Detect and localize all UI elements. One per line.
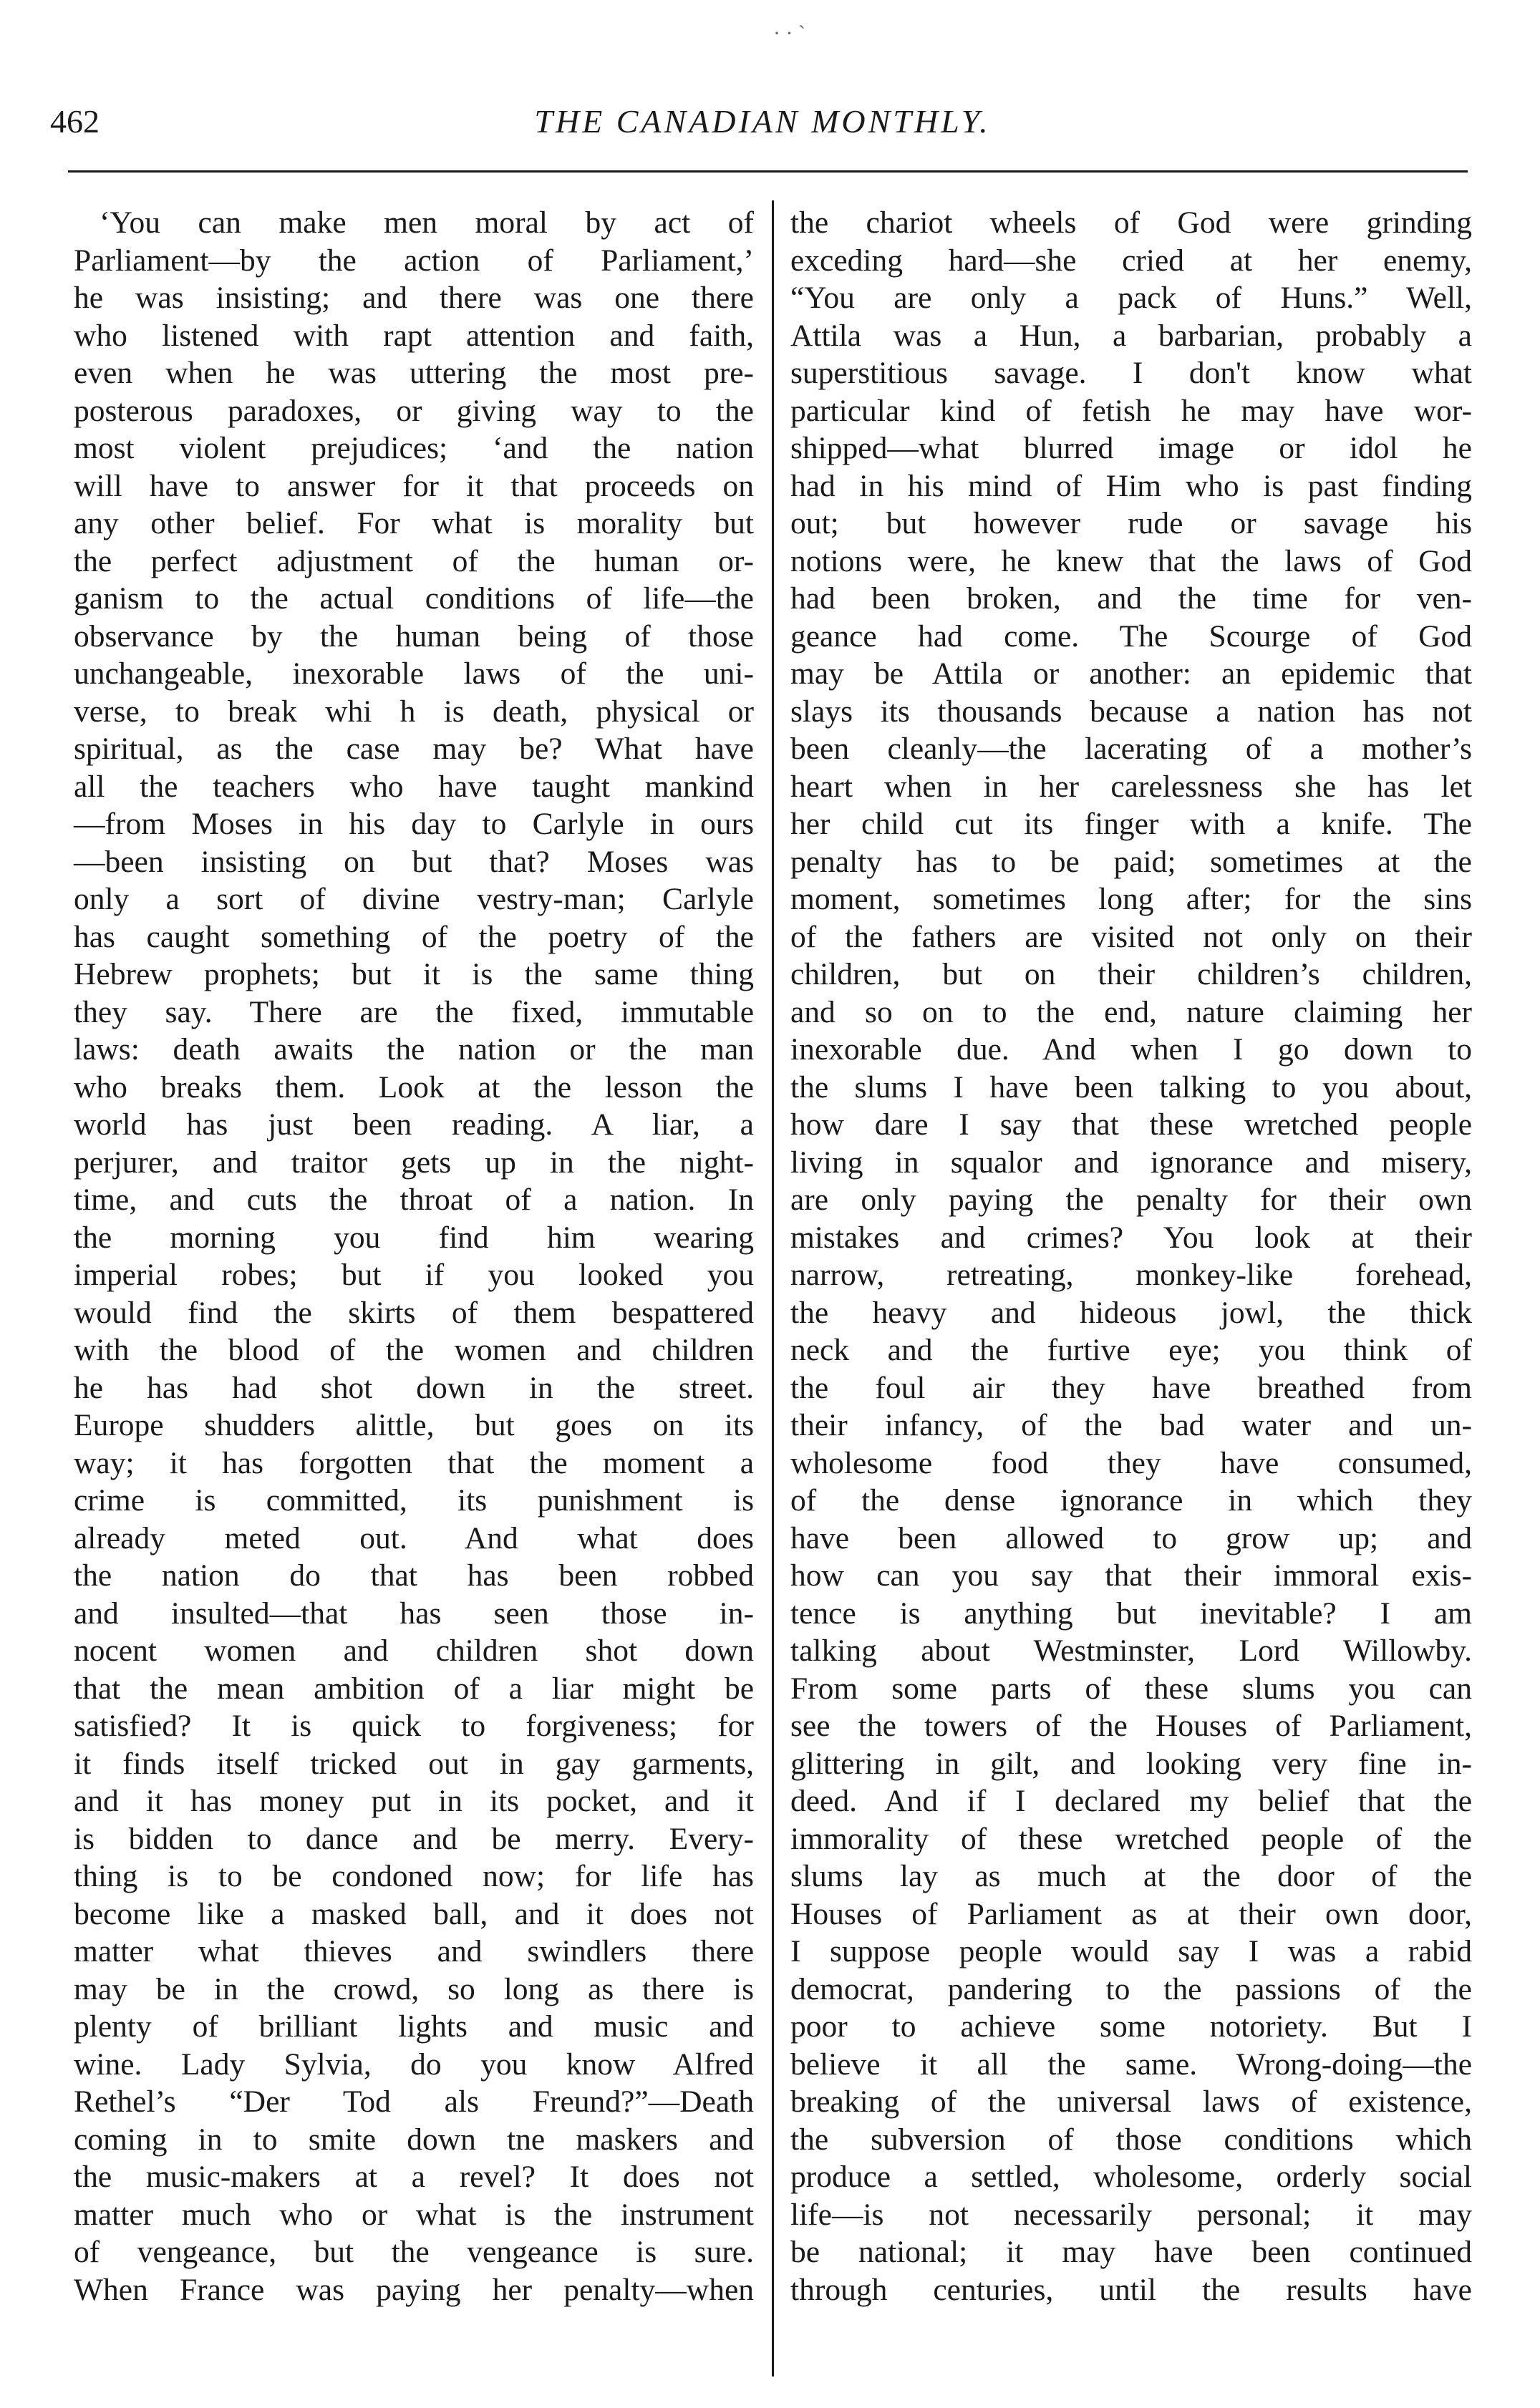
text-line: even when he was uttering the most pre- (74, 356, 754, 390)
text-line: posterous paradoxes, or giving way to the (74, 393, 754, 428)
text-line: matter what thieves and swindlers there (74, 1934, 754, 1968)
text-line: matter much who or what is the instrument (74, 2197, 754, 2232)
text-line: become like a masked ball, and it does not (74, 1896, 754, 1931)
text-line: nocent women and children shot down (74, 1633, 754, 1668)
text-line: slums lay as much at the door of the (790, 1859, 1472, 1893)
text-line: particular kind of fetish he may have wor- (790, 393, 1472, 428)
text-line: slays its thousands because a nation has not (790, 694, 1472, 729)
text-line: and so on to the end, nature claiming her (790, 994, 1472, 1029)
text-line: talking about Westminster, Lord Willowby. (790, 1633, 1472, 1668)
text-line: who listened with rapt attention and faith, (74, 318, 754, 353)
text-line: with the blood of the women and children (74, 1333, 754, 1367)
text-line: Parliament—by the action of Parliament,’ (74, 243, 754, 278)
right-column (790, 204, 1472, 2309)
text-line: Europe shudders alittle, but goes on its (74, 1408, 754, 1442)
text-line: shipped—what blurred image or idol he (790, 431, 1472, 465)
text-line: verse, to break whi h is death, physical or (74, 694, 754, 729)
text-line: deed. And if I declared my belief that the (790, 1784, 1472, 1818)
text-line: have been allowed to grow up; and (790, 1520, 1472, 1555)
text-line: democrat, pandering to the passions of the (790, 1971, 1472, 2006)
page-header (50, 100, 1475, 143)
text-line: are only paying the penalty for their own (790, 1183, 1472, 1217)
text-line: be national; it may have been continued (790, 2235, 1472, 2269)
text-line: penalty has to be paid; sometimes at the (790, 844, 1472, 879)
text-line: wholesome food they have consumed, (790, 1445, 1472, 1480)
text-line: that the mean ambition of a liar might be (74, 1671, 754, 1706)
left-column (74, 204, 754, 2309)
text-line: crime is committed, its punishment is (74, 1483, 754, 1518)
text-line: world has just been reading. A liar, a (74, 1107, 754, 1142)
text-line: out; but however rude or savage his (790, 506, 1472, 540)
text-line: narrow, retreating, monkey-like forehead, (790, 1258, 1472, 1292)
text-line: and it has money put in its pocket, and it (74, 1784, 754, 1818)
text-line: coming in to smite down tne maskers and (74, 2122, 754, 2157)
text-line: the nation do that has been robbed (74, 1558, 754, 1593)
text-line: of vengeance, but the vengeance is sure. (74, 2235, 754, 2269)
text-line: time, and cuts the throat of a nation. In (74, 1183, 754, 1217)
text-line: immorality of these wretched people of the (790, 1821, 1472, 1856)
text-line: of the dense ignorance in which they (790, 1483, 1472, 1518)
text-line: neck and the furtive eye; you think of (790, 1333, 1472, 1367)
text-line: I suppose people would say I was a rabid (790, 1934, 1472, 1968)
text-line: had in his mind of Him who is past finding (790, 468, 1472, 503)
text-line: her child cut its finger with a knife. The (790, 807, 1472, 841)
text-line: heart when in her carelessness she has let (790, 769, 1472, 804)
header-rule (68, 170, 1468, 173)
text-line: poor to achieve some notoriety. But I (790, 2009, 1472, 2044)
text-line: breaking of the universal laws of existence, (790, 2084, 1472, 2119)
text-line: may be Attila or another: an epidemic that (790, 656, 1472, 691)
text-line: their infancy, of the bad water and un- (790, 1408, 1472, 1442)
text-line: spiritual, as the case may be? What have (74, 732, 754, 766)
text-line: produce a settled, wholesome, orderly social (790, 2160, 1472, 2194)
scan-specks: · · ˋ (773, 21, 805, 45)
text-line: of the fathers are visited not only on their (790, 919, 1472, 954)
text-line: way; it has forgotten that the moment a (74, 1445, 754, 1480)
text-line: may be in the crowd, so long as there is (74, 1971, 754, 2006)
text-line: Hebrew prophets; but it is the same thing (74, 957, 754, 991)
text-line: plenty of brilliant lights and music and (74, 2009, 754, 2044)
text-line: laws: death awaits the nation or the man (74, 1032, 754, 1067)
text-line: From some parts of these slums you can (790, 1671, 1472, 1706)
text-line: children, but on their children’s children, (790, 957, 1472, 991)
text-line: perjurer, and traitor gets up in the night- (74, 1145, 754, 1180)
text-line: through centuries, until the results have (790, 2272, 1472, 2307)
text-line: —from Moses in his day to Carlyle in ours (74, 807, 754, 841)
text-line: imperial robes; but if you looked you (74, 1258, 754, 1292)
text-line: who breaks them. Look at the lesson the (74, 1069, 754, 1105)
text-line: notions were, he knew that the laws of God (790, 543, 1472, 578)
text-line: most violent prejudices; ‘and the nation (74, 431, 754, 465)
text-line: life—is not necessarily personal; it may (790, 2197, 1472, 2232)
page-number: 462 (50, 103, 100, 140)
text-line: wine. Lady Sylvia, do you know Alfred (74, 2047, 754, 2082)
text-line: When France was paying her penalty—when (74, 2272, 754, 2307)
text-line: been cleanly—the lacerating of a mother’s (790, 732, 1472, 766)
text-line: only a sort of divine vestry-man; Carlyle (74, 882, 754, 916)
text-line: already meted out. And what does (74, 1520, 754, 1555)
text-line: the music-makers at a revel? It does not (74, 2160, 754, 2194)
text-line: thing is to be condoned now; for life has (74, 1859, 754, 1893)
text-line: Houses of Parliament as at their own door, (790, 1896, 1472, 1931)
text-line: the foul air they have breathed from (790, 1370, 1472, 1405)
text-line: the perfect adjustment of the human or- (74, 543, 754, 578)
text-line: mistakes and crimes? You look at their (790, 1220, 1472, 1255)
text-line: the chariot wheels of God were grinding (790, 205, 1472, 240)
text-line: he has had shot down in the street. (74, 1370, 754, 1405)
running-title: THE CANADIAN MONTHLY. (534, 103, 991, 140)
text-line: would find the skirts of them bespattered (74, 1295, 754, 1330)
text-line: believe it all the same. Wrong-doing—the (790, 2047, 1472, 2082)
text-line: had been broken, and the time for ven- (790, 581, 1472, 616)
text-line: ‘You can make men moral by act of (100, 205, 754, 240)
text-line: see the towers of the Houses of Parliament, (790, 1709, 1472, 1743)
text-line: and insulted—that has seen those in- (74, 1596, 754, 1631)
text-line: how can you say that their immoral exis- (790, 1558, 1472, 1593)
text-line: satisfied? It is quick to forgiveness; for (74, 1709, 754, 1743)
text-line: he was insisting; and there was one there (74, 281, 754, 315)
text-line: glittering in gilt, and looking very fine in- (790, 1746, 1472, 1781)
text-line: geance had come. The Scourge of God (790, 618, 1472, 654)
text-line: superstitious savage. I don't know what (790, 356, 1472, 390)
text-line: all the teachers who have taught mankind (74, 769, 754, 804)
text-line: how dare I say that these wretched people (790, 1107, 1472, 1142)
text-line: has caught something of the poetry of the (74, 919, 754, 954)
text-line: is bidden to dance and be merry. Every- (74, 1821, 754, 1856)
text-line: it finds itself tricked out in gay garments, (74, 1746, 754, 1781)
text-line: they say. There are the fixed, immutable (74, 994, 754, 1029)
text-line: “You are only a pack of Huns.” Well, (790, 281, 1472, 315)
text-line: the morning you find him wearing (74, 1220, 754, 1255)
text-line: ganism to the actual conditions of life—the (74, 581, 754, 616)
text-line: living in squalor and ignorance and misery, (790, 1145, 1472, 1180)
text-line: the slums I have been talking to you about, (790, 1069, 1472, 1105)
text-line: exceding hard—she cried at her enemy, (790, 243, 1472, 278)
text-line: —been insisting on but that? Moses was (74, 844, 754, 879)
text-line: unchangeable, inexorable laws of the uni- (74, 656, 754, 691)
text-line: Rethel’s “Der Tod als Freund?”—Death (74, 2084, 754, 2119)
text-line: will have to answer for it that proceeds on (74, 468, 754, 503)
text-line: inexorable due. And when I go down to (790, 1032, 1472, 1067)
text-line: Attila was a Hun, a barbarian, probably a (790, 318, 1472, 353)
column-divider (772, 200, 774, 2377)
text-line: observance by the human being of those (74, 618, 754, 654)
text-line: any other belief. For what is morality but (74, 506, 754, 540)
text-line: the subversion of those conditions which (790, 2122, 1472, 2157)
text-line: moment, sometimes long after; for the sins (790, 882, 1472, 916)
text-line: the heavy and hideous jowl, the thick (790, 1295, 1472, 1330)
text-line: tence is anything but inevitable? I am (790, 1596, 1472, 1631)
